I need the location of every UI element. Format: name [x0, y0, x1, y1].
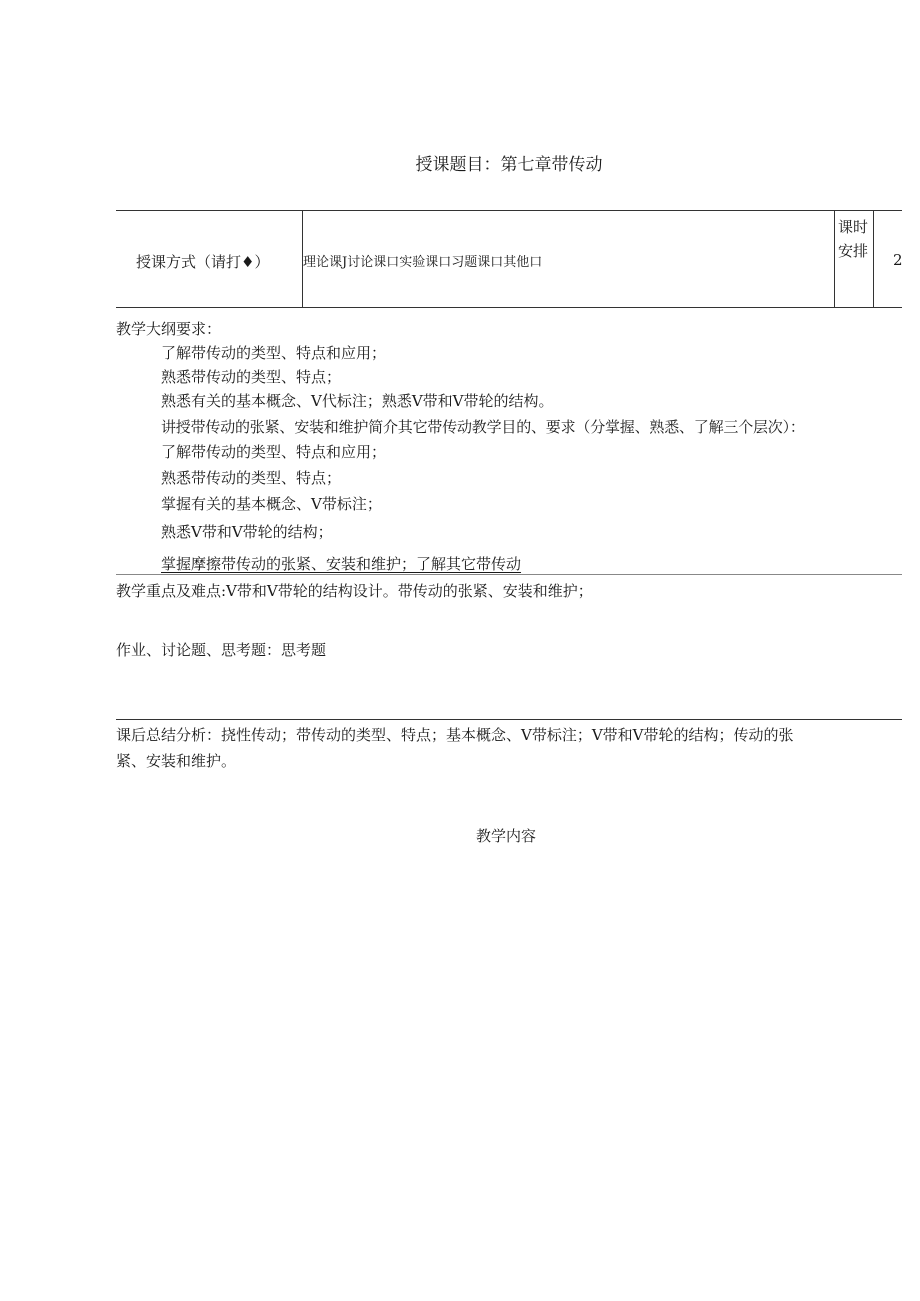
syllabus-item: 了解带传动的类型、特点和应用；	[161, 443, 387, 461]
table-bottom-border	[116, 307, 902, 308]
summary-line-2: 紧、安装和维护。	[116, 752, 237, 770]
syllabus-item: 熟悉V带和V带轮的结构；	[161, 523, 333, 541]
syllabus-item: 熟悉有关的基本概念、V代标注；熟悉V带和V带轮的结构。	[161, 392, 554, 410]
page-title: 授课题目：第七章带传动	[415, 155, 603, 175]
syllabus-item: 熟悉带传动的类型、特点；	[161, 469, 342, 487]
homework: 作业、讨论题、思考题：思考题	[116, 641, 327, 659]
teaching-method-options: 理论课J讨论课口实验课口习题课口其他口	[303, 255, 543, 270]
summary-divider	[116, 719, 902, 720]
key-points: 教学重点及难点:V带和V带轮的结构设计。带传动的张紧、安装和维护；	[116, 582, 593, 600]
syllabus-item: 掌握有关的基本概念、V带标注；	[161, 495, 382, 513]
syllabus-item: 熟悉带传动的类型、特点；	[161, 368, 342, 386]
syllabus-item: 讲授带传动的张紧、安装和维护简介其它带传动教学目的、要求（分掌握、熟悉、了解三个层次）：	[161, 418, 805, 436]
content-heading: 教学内容	[476, 827, 537, 845]
syllabus-heading: 教学大纲要求：	[116, 320, 222, 338]
class-hours-label-line2: 安排	[838, 242, 869, 260]
syllabus-item: 了解带传动的类型、特点和应用；	[161, 344, 387, 362]
syllabus-item: 掌握摩擦带传动的张紧、安装和维护；了解其它带传动	[161, 555, 522, 573]
table-top-border	[116, 210, 902, 211]
teaching-method-label: 授课方式（请打♦）	[136, 253, 270, 271]
class-hours-label-line1: 课时	[838, 218, 869, 236]
table-divider-3	[873, 210, 874, 307]
table-divider-2	[834, 210, 835, 307]
class-hours-value: 2	[893, 251, 903, 269]
section-divider	[116, 574, 902, 575]
summary-line-1: 课后总结分析：挠性传动；带传动的类型、特点；基本概念、V带标注；V带和V带轮的结构；传动的张	[116, 726, 794, 744]
